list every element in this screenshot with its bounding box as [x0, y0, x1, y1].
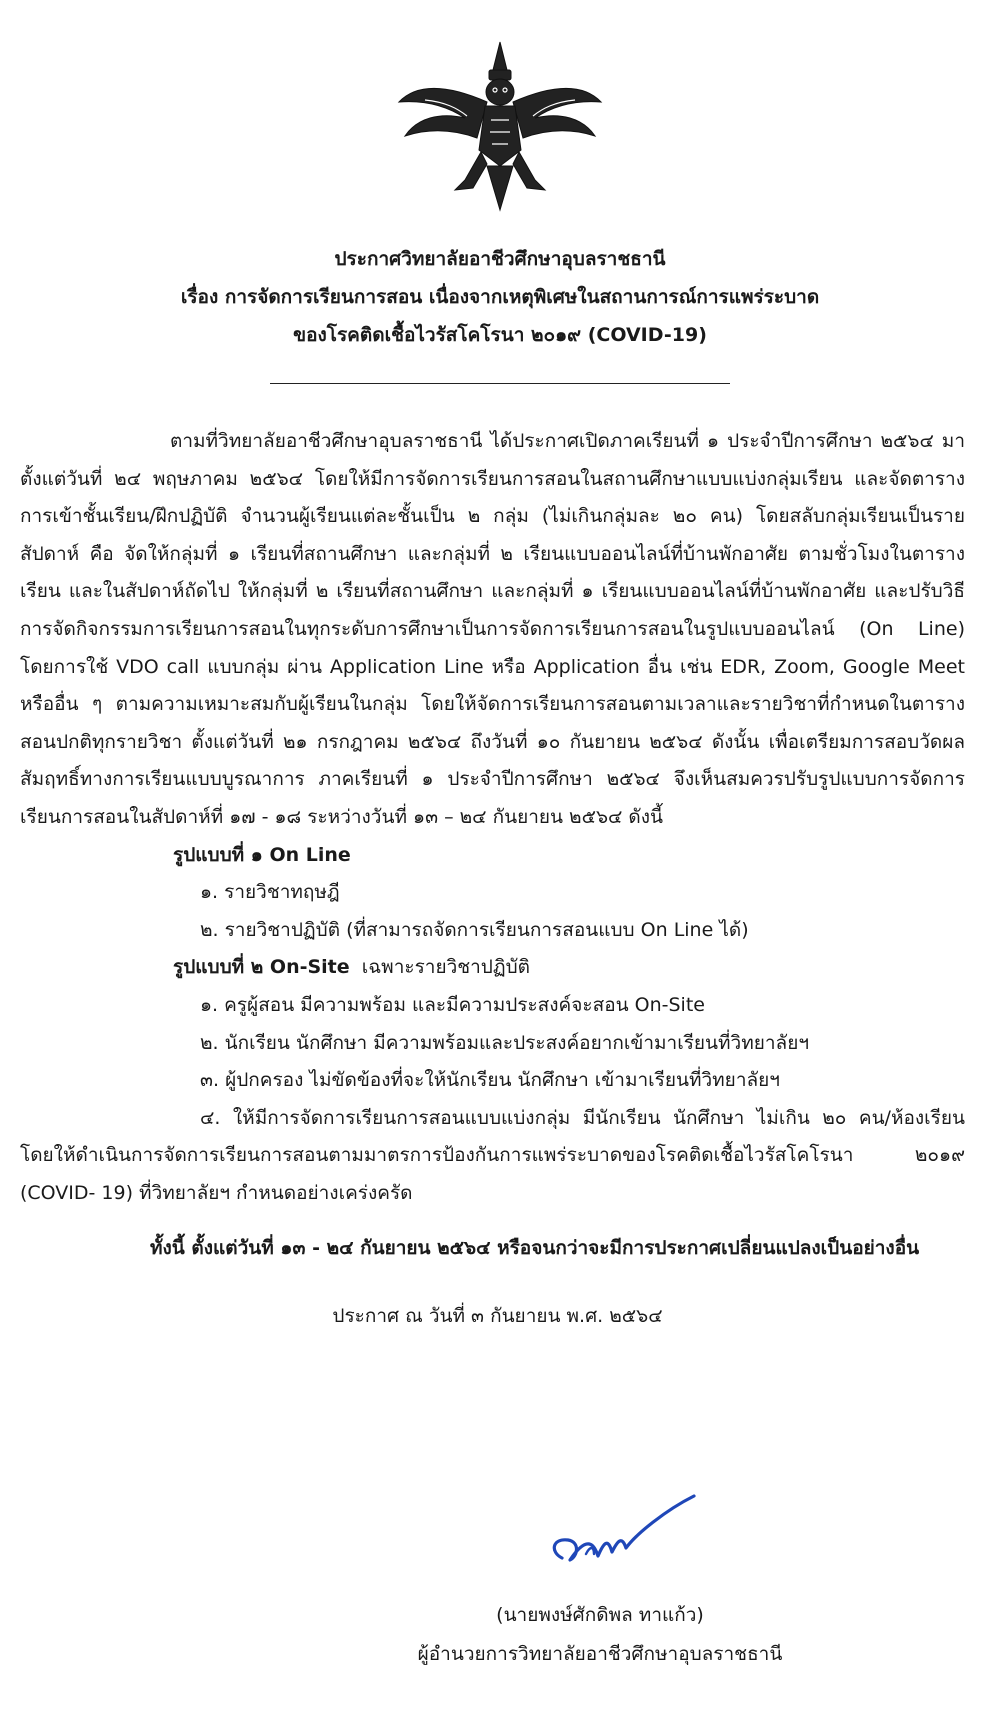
format1-item-1: ๑. รายวิชาทฤษฎี — [200, 881, 340, 904]
format2-item-4: ๔. ให้มีการจัดการเรียนการสอนแบบแบ่งกลุ่ม มีนักเรียน นักศึกษา ไม่เกิน ๒๐ คน/ห้องเรียน โดยให้ดำเนินการจัดการเรียนการสอนตามมาตรการป้องกันการแพร่ระบาดของโรคติดเชื้อไวรัสโคโรนา ๒๐๑๙ (COVID- 19) ที่วิทยาลัยฯ กำหนดอย่างเคร่งครัด — [20, 1106, 965, 1204]
announcement-date: ประกาศ ณ วันที่ ๓ กันยายน พ.ศ. ๒๕๖๔ — [332, 1305, 663, 1328]
announcement-body — [20, 423, 965, 1336]
signatory-name: (นายพงษ์ศักดิพล ทาแก้ว) — [496, 1604, 704, 1626]
garuda-emblem-icon — [395, 40, 605, 220]
format1-heading: รูปแบบที่ ๑ On Line — [173, 843, 351, 866]
handwritten-signature-icon — [490, 1490, 710, 1590]
format2-item-1: ๑. ครูผู้สอน มีความพร้อม และมีความประสงค์จะสอน On-Site — [200, 993, 705, 1016]
format2-heading-row — [20, 949, 965, 987]
format2-note: เฉพาะรายวิชาปฏิบัติ — [361, 956, 531, 979]
signature-block — [380, 1490, 820, 1674]
announcement-title — [0, 240, 1000, 354]
format2-item-3: ๓. ผู้ปกครอง ไม่ขัดข้องที่จะให้นักเรียน นักศึกษา เข้ามาเรียนที่วิทยาลัยฯ — [200, 1069, 780, 1092]
format2-heading: รูปแบบที่ ๒ On-Site — [173, 956, 350, 979]
format2-item-2: ๒. นักเรียน นักศึกษา มีความพร้อมและประสงค์อยากเข้ามาเรียนที่วิทยาลัยฯ — [200, 1031, 810, 1054]
signatory-position: ผู้อำนวยการวิทยาลัยอาชีวศึกษาอุบลราชธานี — [417, 1643, 783, 1665]
closing-paragraph: ทั้งนี้ ตั้งแต่วันที่ ๑๓ - ๒๔ กันยายน ๒๕๖๔ หรือจนกว่าจะมีการประกาศเปลี่ยนแปลงเป็นอย่างอื่น — [150, 1237, 920, 1260]
title-line-3: ของโรคติดเชื้อไวรัสโคโรนา ๒๐๑๙ (COVID-19) — [293, 324, 707, 346]
title-line-2: เรื่อง การจัดการเรียนการสอน เนื่องจากเหตุพิเศษในสถานการณ์การแพร่ระบาด — [180, 286, 820, 308]
title-line-1: ประกาศวิทยาลัยอาชีวศึกษาอุบลราชธานี — [334, 248, 666, 270]
intro-paragraph: ตามที่วิทยาลัยอาชีวศึกษาอุบลราชธานี ได้ประกาศเปิดภาคเรียนที่ ๑ ประจำปีการศึกษา ๒๕๖๔ มาตั้งแต่วันที่ ๒๔ พฤษภาคม ๒๕๖๔ โดยให้มีการจัดการเรียนการสอนในสถานศึกษาแบบแบ่งกลุ่มเรียน และจัดตารางการเข้าชั้นเรียน/ฝึกปฏิบัติ จำนวนผู้เรียนแต่ละชั้นเป็น ๒ กลุ่ม (ไม่เกินกลุ่มละ ๒๐ คน) โดยสลับกลุ่มเรียนเป็นรายสัปดาห์ คือ จัดให้กลุ่มที่ ๑ เรียนที่สถานศึกษา และกลุ่มที่ ๒ เรียนแบบออนไลน์ที่บ้านพักอาศัย ตามชั่วโมงในตารางเรียน และในสัปดาห์ถัดไป ให้กลุ่มที่ ๒ เรียนที่สถานศึกษา และกลุ่มที่ ๑ เรียนแบบออนไลน์ที่บ้านพักอาศัย และปรับวิธีการจัดกิจกรรมการเรียนการสอนในทุกระดับการศึกษาเป็นการจัดการเรียนการสอนในรูปแบบออนไลน์ (On Line) โดยการใช้ VDO call แบบกลุ่ม ผ่าน Application Line หรือ Application อื่น เช่น EDR, Zoom, Google Meet หรืออื่น ๆ ตามความเหมาะสมกับผู้เรียนในกลุ่ม โดยให้จัดการเรียนการสอนตามเวลาและรายวิชาที่กำหนดในตารางสอนปกติทุกรายวิชา ตั้งแต่วันที่ ๒๑ กรกฎาคม ๒๕๖๔ ถึงวันที่ ๑๐ กันยายน ๒๕๖๔ ดังนั้น เพื่อเตรียมการสอบวัดผลสัมฤทธิ์ทางการเรียนแบบบูรณาการ ภาคเรียนที่ ๑ ประจำปีการศึกษา ๒๕๖๔ จึงเห็นสมควรปรับรูปแบบการจัดการเรียนการสอนในสัปดาห์ที่ ๑๗ - ๑๘ ระหว่างวันที่ ๑๓ – ๒๔ กันยายน ๒๕๖๔ ดังนี้ — [20, 430, 965, 828]
format1-item-2: ๒. รายวิชาปฏิบัติ (ที่สามารถจัดการเรียนการสอนแบบ On Line ได้) — [200, 918, 749, 941]
title-divider — [270, 383, 730, 384]
